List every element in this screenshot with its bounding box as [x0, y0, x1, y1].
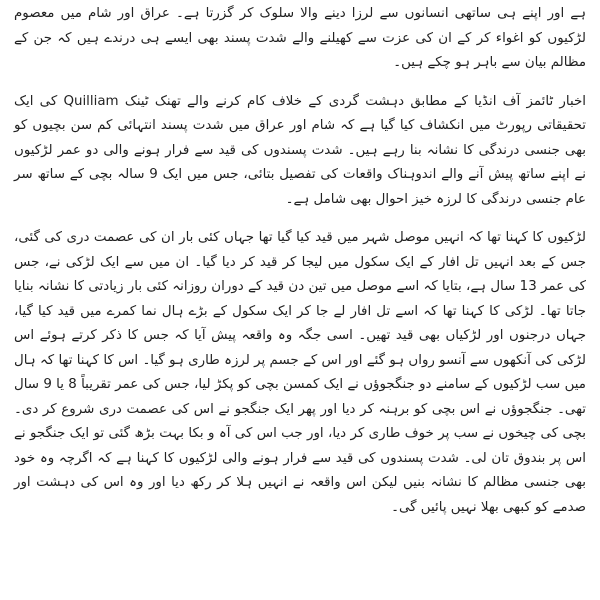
article-paragraph-3: لڑکیوں کا کہنا تھا کہ انہیں موصل شہر میں قید کیا گیا تھا جہاں کئی بار ان کی عصمت دری کی گئی، جس کے بعد انہیں تل افار کے ایک سکول میں لیجا کر قید کر دیا گیا۔ ان میں سے ایک لڑکی نے، جس کی عمر 13 سال ہے، بتایا کہ اسے موصل میں تین دن قید کے دوران روزانہ کئی بار زیادتی کا نشانہ بنایا جاتا تھا۔ لڑکی کا کہنا تھا کہ اسے تل افار لے جا کر ایک سکول کے بڑے ہال نما کمرے میں قید کیا گیا، جہاں درجنوں اور لڑکیاں بھی قید تھیں۔ اسی جگہ وہ واقعہ پیش آیا کہ جس کا ذکر کرتے ہوئے اس لڑکی کی آنکھوں سے آنسو رواں ہو گئے اور اس کے جسم پر لرزہ طاری ہو گیا۔ اس کا کہنا تھا کہ ہال میں سب لڑکیوں کے سامنے دو جنگجوؤں نے ایک کمسن بچی کو پکڑ لیا، جس کی عمر تقریباً 8 یا 9 سال تھی۔ جنگجوؤں نے اس بچی کو برہنہ کر دیا اور پھر ایک جنگجو نے اس کی عصمت دری شروع کر دی۔ بچی کی چیخوں نے سب پر خوف طاری کر دیا، اور جب اس کی آہ و بکا بہت بڑھ گئی تو ایک جنگجو نے اس پر بندوق تان لی۔ شدت پسندوں کی قید سے فرار ہونے والی لڑکیوں کا کہنا ہے کہ اگرچہ وہ خود بھی جنسی مظالم کا نشانہ بنیں لیکن اس واقعہ نے انہیں ہلا کر رکھ دیا اور وہ اس کی دہشت اور صدمے کو کبھی بھلا نہیں پائیں گی۔	[14, 230, 587, 515]
article-paragraph-1: ہے اور اپنے ہی ساتھی انسانوں سے لرزا دینے والا سلوک کر گزرتا ہے۔ عراق اور شام میں معصوم لڑکیوں کو اغواء کر کے ان کی عزت سے کھیلنے والے شدت پسند بھی ایسے ہی درندے ہیں کہ جن کے مظالم بیان سے باہر ہو چکے ہیں۔	[14, 6, 586, 70]
article-paragraph-2: اخبار ٹائمز آف انڈیا کے مطابق دہشت گردی کے خلاف کام کرنے والے تھنک ٹینک Quilliam کی ایک تحقیقاتی رپورٹ میں انکشاف کیا گیا ہے کہ شام اور عراق میں شدت پسند انتہائی کم سن بچیوں کو بھی جنسی درندگی کا نشانہ بنا رہے ہیں۔ شدت پسندوں کی قید سے فرار ہونے والی دو عمر لڑکیوں نے اپنے ساتھ پیش آنے والے اندوہناک واقعات کی تفصیل بتائی، جس میں ایک 9 سالہ بچی کے ساتھ سر عام جنسی درندگی کا لرزہ خیز احوال بھی شامل ہے۔	[14, 93, 586, 207]
